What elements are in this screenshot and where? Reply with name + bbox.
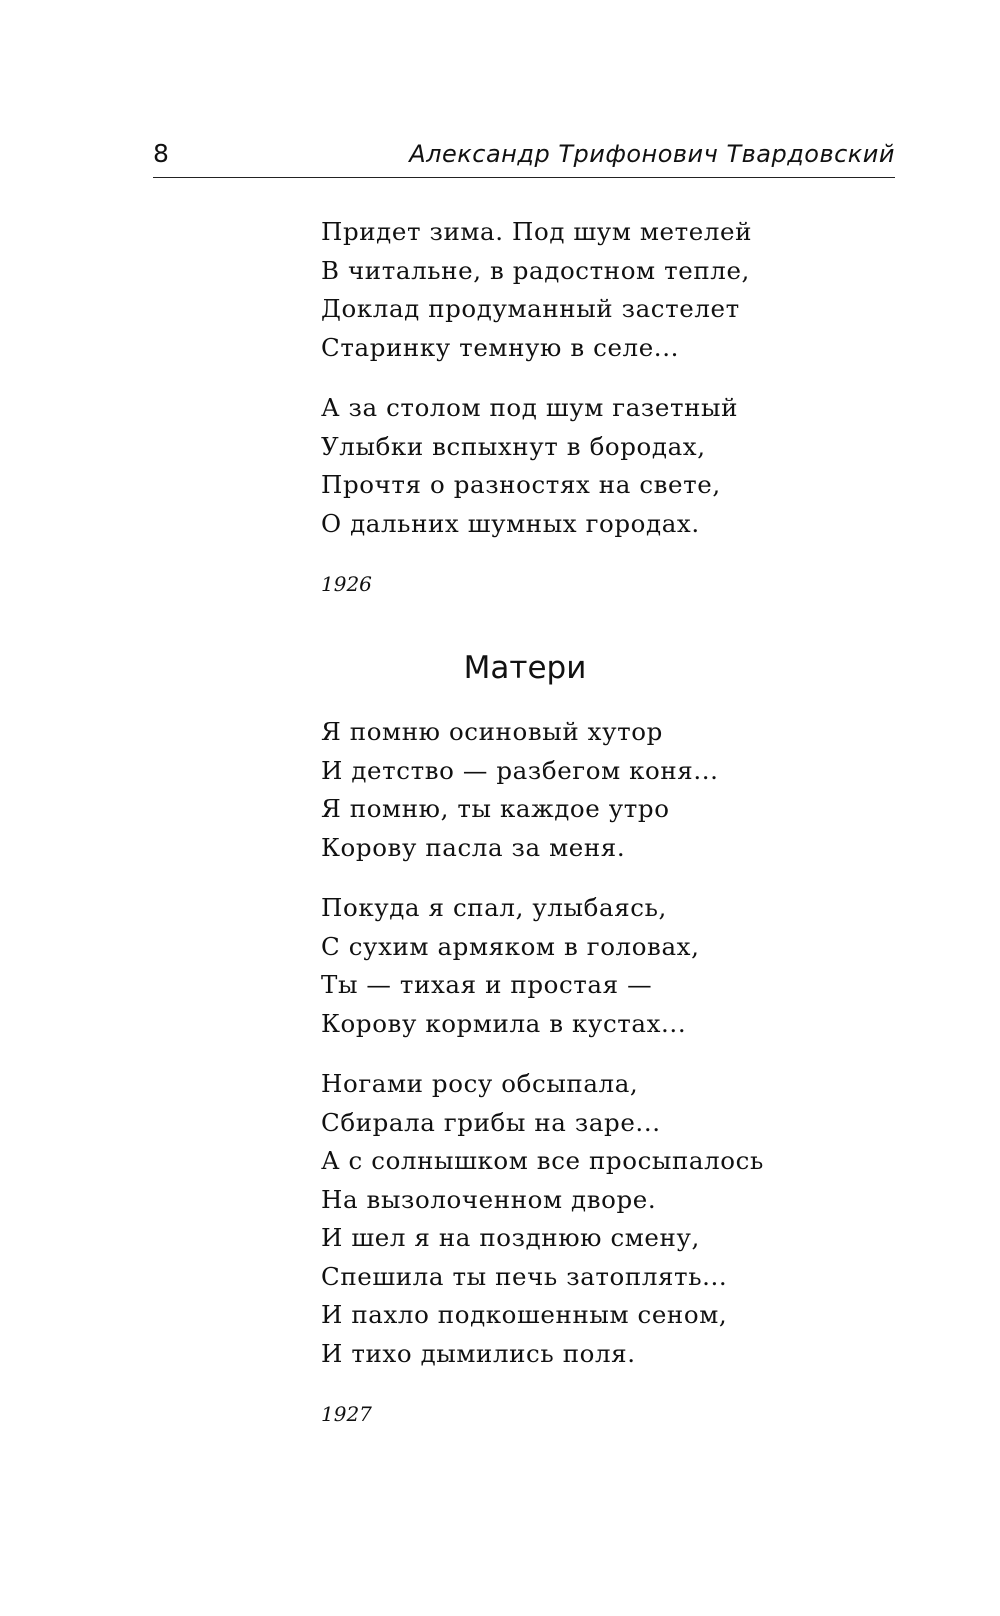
poem1-stanza-1 <box>321 213 941 367</box>
poem-line: На вызолоченном дворе. <box>321 1184 657 1214</box>
poem-line: А с солнышком все просыпалось <box>321 1146 764 1175</box>
page-header <box>153 137 895 178</box>
poem-line: Я помню осиновый хутор <box>321 717 663 746</box>
poem-line: Старинку темную в селе... <box>321 332 679 362</box>
poem-line: В читальне, в радостном тепле, <box>321 255 750 285</box>
poem-line: И шел я на позднюю смену, <box>321 1223 700 1252</box>
poem-line: Улыбки вспыхнут в бородах, <box>321 431 706 461</box>
running-head-author: Александр Трифонович Твардовский <box>409 140 895 168</box>
page-content <box>321 213 941 599</box>
poem2-date: 1927 <box>321 1402 372 1426</box>
poem-line: Ногами росу обсыпала, <box>321 1069 639 1098</box>
page-number: 8 <box>153 139 169 168</box>
poem-line: Я помню, ты каждое утро <box>321 794 670 823</box>
poem-line: Ты — тихая и простая — <box>321 970 653 999</box>
poem-line: Прочтя о разностях на свете, <box>321 470 721 499</box>
poem2-stanza-3 <box>321 1065 941 1373</box>
poem2-content <box>321 713 941 1429</box>
poem-line: О дальних шумных городах. <box>321 508 700 538</box>
poem2-stanza-1 <box>321 713 941 867</box>
poem-line: Придет зима. Под шум метелей <box>321 217 753 246</box>
poem-line: И детство — разбегом коня... <box>321 755 719 785</box>
poem-line: И тихо дымились поля. <box>321 1338 636 1368</box>
poem-line: Покуда я спал, улыбаясь, <box>321 893 667 922</box>
poem1-date: 1926 <box>321 572 372 596</box>
poem-line: И пахло подкошенным сеном, <box>321 1300 728 1329</box>
poem2-title: Матери <box>463 650 587 686</box>
poem-line: Сбирала грибы на заре... <box>321 1107 661 1137</box>
poem-line: А за столом под шум газетный <box>321 393 739 422</box>
poem-line: С сухим армяком в головах, <box>321 931 700 961</box>
poem1-stanza-2 <box>321 389 941 543</box>
poem-line: Корову кормила в кустах... <box>321 1008 687 1038</box>
poem-line: Доклад продуманный застелет <box>321 294 740 323</box>
poem-line: Корову пасла за меня. <box>321 832 626 862</box>
poem2-stanza-2 <box>321 889 941 1043</box>
poem-line: Спешила ты печь затоплять... <box>321 1261 728 1291</box>
